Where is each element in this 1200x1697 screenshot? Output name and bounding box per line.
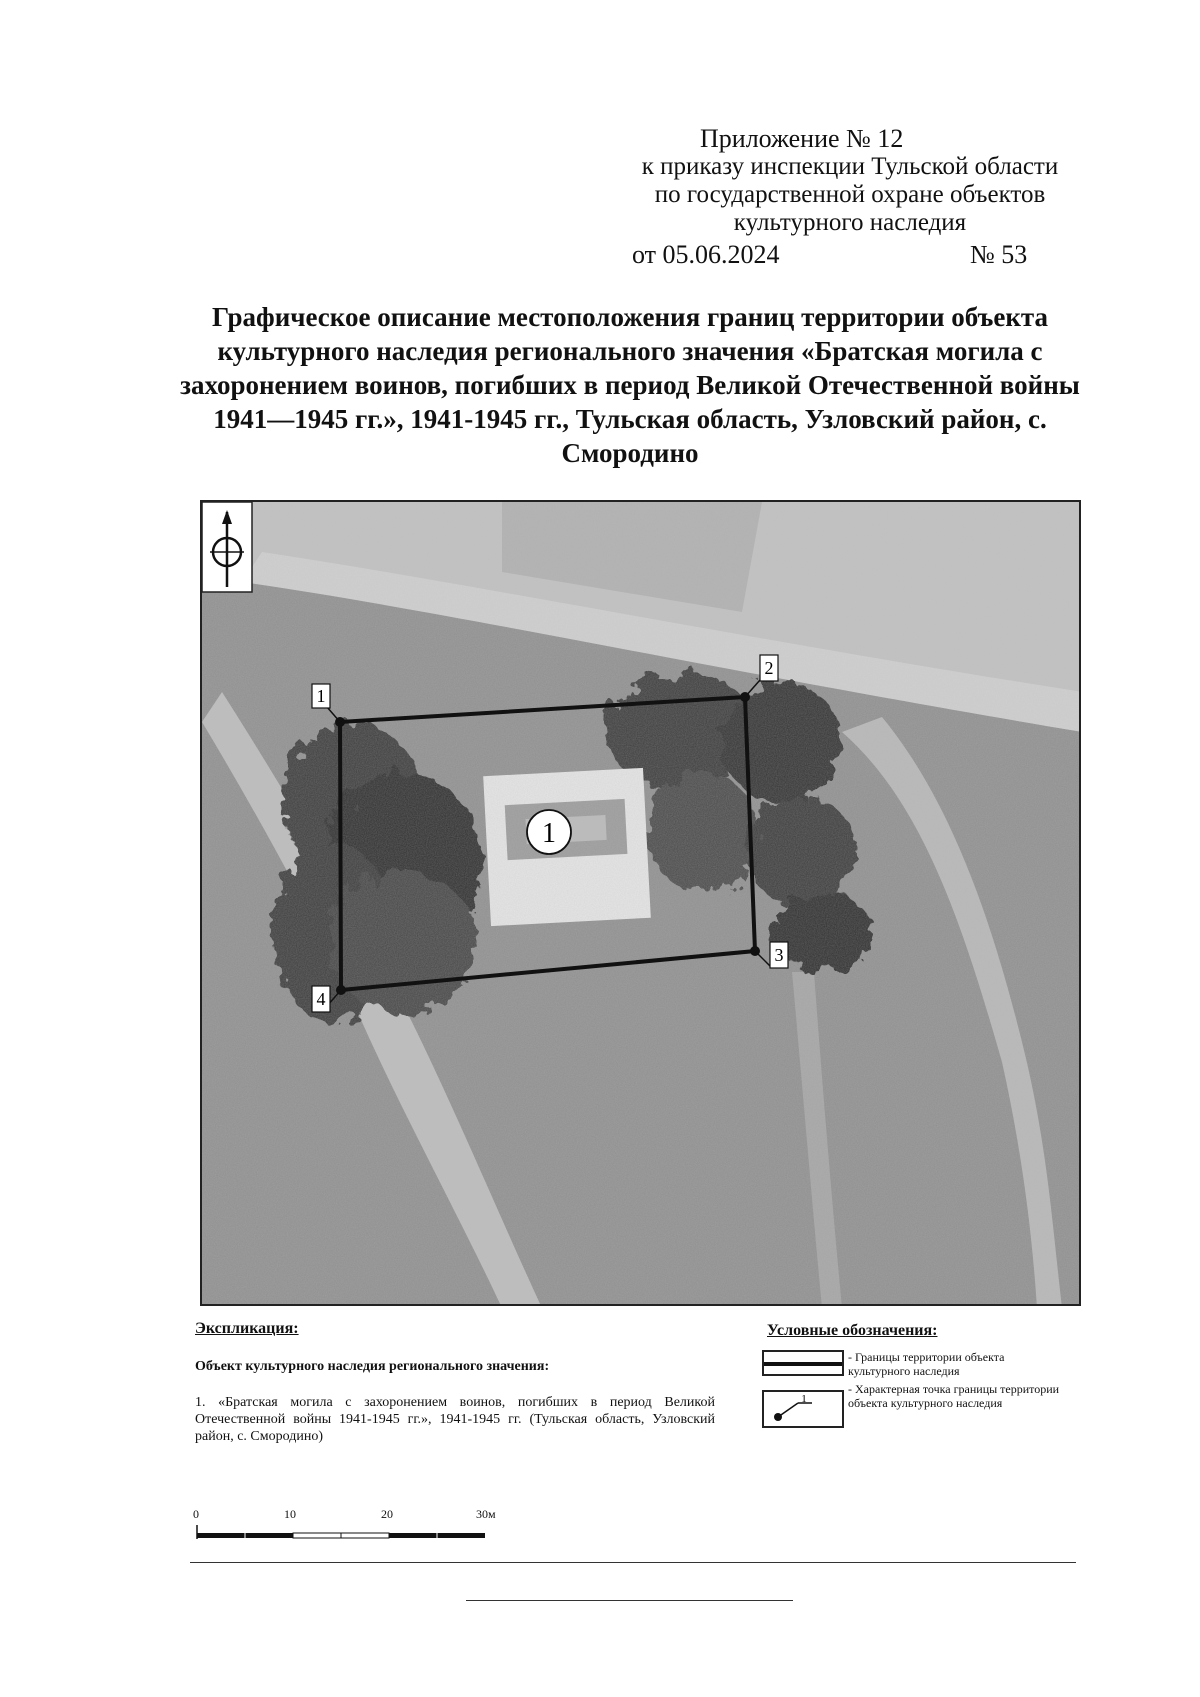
boundary-legend-text: - Границы территории объекта культурного наследия [848,1350,1005,1378]
document-title: Графическое описание местоположения границ территории объекта культурного наследия регионального значения «Братская могила с захоронением воинов, погибших в период Великой Отечественной войны 1941—1945 гг.», 1941-1945 гг., Тульская область, Узловский район, с. Смородино [180,302,1080,468]
explication-subtitle: Объект культурного наследия регионального значения: [195,1359,550,1374]
scale-label-0: 0 [193,1507,199,1521]
order-number: № 53 [970,240,1028,269]
order-reference-line-3: культурного наследия [733,209,967,236]
order-reference-line-2: по государственной охране объектов [654,181,1046,208]
scale-label-20: 20 [381,1507,393,1521]
scale-bar [196,1525,496,1546]
aerial-map [200,500,1081,1306]
object-number: 1 [542,818,556,849]
boundary-legend-symbol [762,1350,844,1376]
signature-line [466,1600,793,1601]
point-legend-text: - Характерная точка границы территории объекта культурного наследия [848,1382,1060,1410]
explication-title: Экспликация: [195,1320,299,1337]
scale-label-10: 10 [284,1507,296,1521]
legend-title: Условные обозначения: [767,1322,938,1339]
point-label-4: 4 [316,989,326,1009]
point-label-3: 3 [774,945,784,965]
order-date: от 05.06.2024 [632,240,780,269]
scale-label-30: 30м [476,1507,496,1521]
divider-line [190,1562,1076,1563]
order-reference: к приказу инспекции Тульской области [641,153,1059,180]
map-canvas [202,502,1081,1306]
point-legend-label: 1 [801,1393,807,1405]
explication-text: 1. «Братская могила с захоронением воинов, погибших в период Великой Отечественной войны 1941-1945 гг.», 1941-1945 гг. (Тульская область, Узловский район, с. Смородино) [195,1395,715,1444]
north-arrow-icon [202,502,252,592]
point-label-2: 2 [764,658,774,678]
appendix-number: Приложение № 12 [700,124,904,153]
point-legend-symbol [762,1390,844,1428]
point-label-1: 1 [316,686,326,706]
